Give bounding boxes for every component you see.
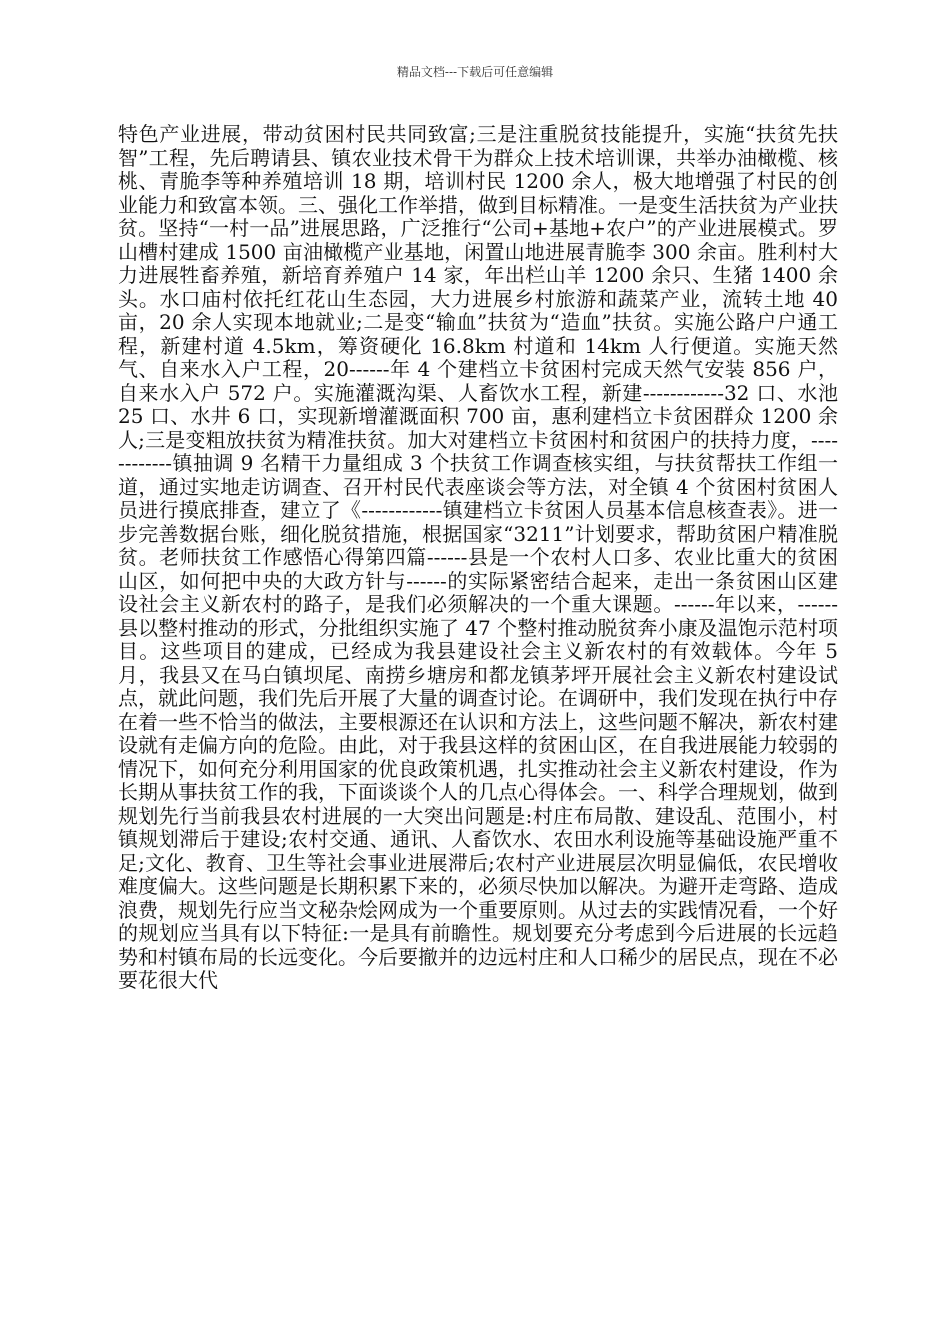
body-paragraph: 特色产业进展，带动贫困村民共同致富;三是注重脱贫技能提升，实施“扶贫先扶智”工程，先后聘请县、镇农业技术骨干为群众上技术培训课，共举办油橄榄、核桃、青脆李等种养殖培训 18 期，培训村民 1200 余人，极大地增强了村民的创业能力和致富本领。三、强化工作举措，做到目标精准。一是变生活扶贫为产业扶贫。坚持“一村一品”进展思路，广泛推行“公司+基地+农户”的产业进展模式。罗山槽村建成 1500 亩油橄榄产业基地，闲置山地进展青脆李 300 余亩。胜利村大力进展牲畜养殖，新培育养殖户 14 家，年出栏山羊 1200 余只、生猪 1400 余头。水口庙村依托红花山生态园，大力进展乡村旅游和蔬菜产业，流转土地 40 亩，20 余人实现本地就业;二是变“输血”扶贫为“造血”扶贫。实施公路户户通工程，新建村道 4.5km，筹资硬化 16.8km 村道和 14km 人行便道。实施天然气、自来水入户工程，20------年 4 个建档立卡贫困村完成天然气安装 856 户，自来水入户 572 户。实施灌溉沟渠、人畜饮水工程，新建------------32 口、水池 25 口、水井 6 口，实现新增灌溉面积 700 亩，惠利建档立卡贫困群众 1200 余人;三是变粗放扶贫为精准扶贫。加大对建档立卡贫困村和贫困户的扶持力度，------------镇抽调 9 名精干力量组成 3 个扶贫工作调查核实组，与扶贫帮扶工作组一道，通过实地走访调查、召开村民代表座谈会等方法，对全镇 4 个贫困村贫困人员进行摸底排查，建立了《------------镇建档立卡贫困人员基本信息核查表》。进一步完善数据台账，细化脱贫措施，根据国家“3211”计划要求，帮助贫困户精准脱贫。老师扶贫工作感悟心得第四篇------县是一个农村人口多、农业比重大的贫困山区，如何把中央的大政方针与------的实际紧密结合起来，走出一条贫困山区建设社会主义新农村的路子，是我们必须解决的一个重大课题。------年以来，------县以整村推动的形式，分批组织实施了 47 个整村推动脱贫奔小康及温饱示范村项目。这些项目的建成，已经成为我县建设社会主义新农村的有效载体。今年 5 月，我县又在马白镇坝尾、南捞乡塘房和都龙镇茅坪开展社会主义新农村建设试点，就此问题，我们先后开展了大量的调查讨论。在调研中，我们发现在执行中存在着一些不恰当的做法，主要根源还在认识和方法上，这些问题不解决，新农村建设就有走偏方向的危险。由此，对于我县这样的贫困山区，在自我进展能力较弱的情况下，如何充分利用国家的优良政策机遇，扎实推动社会主义新农村建设，作为长期从事扶贫工作的我，下面谈谈个人的几点心得体会。一、科学合理规划，做到规划先行当前我县农村进展的一大突出问题是:村庄布局散、建设乱、范围小，村镇规划滞后于建设;农村交通、通讯、人畜饮水、农田水利设施等基础设施严重不足;文化、教育、卫生等社会事业进展滞后;农村产业进展层次明显偏低，农民增收难度偏大。这些问题是长期积累下来的，必须尽快加以解决。为避开走弯路、造成浪费，规划先行应当文秘杂烩网成为一个重要原则。从过去的实践情况看，一个好的规划应当具有以下特征:一是具有前瞻性。规划要充分考虑到今后进展的长远趋势和村镇布局的长远变化。今后要撤并的边远村庄和人口稀少的居民点，现在不必要花很大代 [118,122,838,992]
page-header: 精品文档---下载后可任意编辑 [396,65,554,79]
document-body [118,123,838,993]
